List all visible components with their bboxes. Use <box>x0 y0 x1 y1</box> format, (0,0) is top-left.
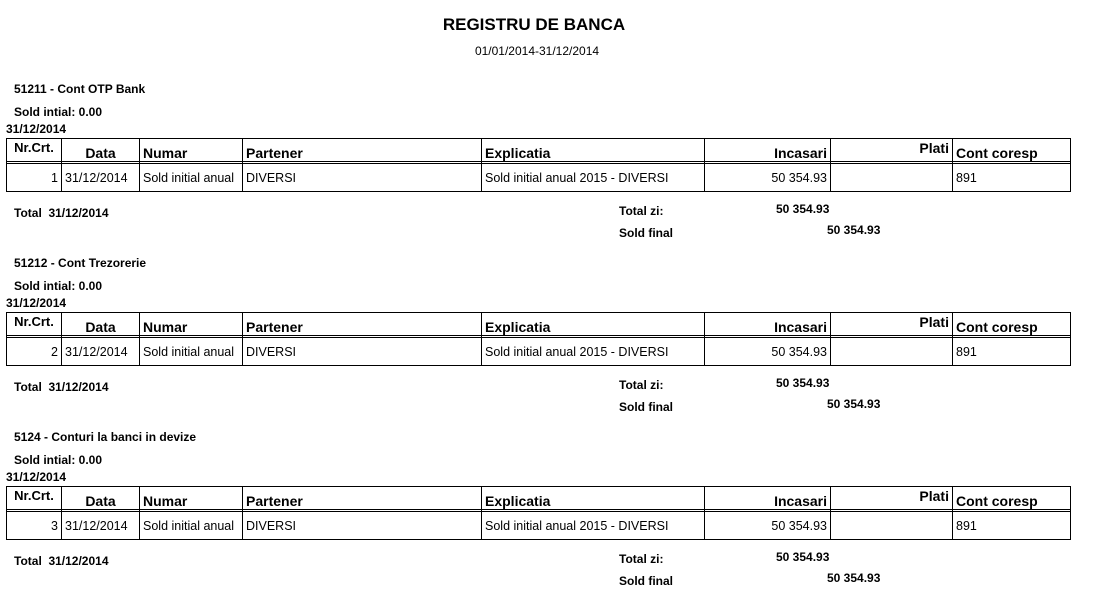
table-row <box>7 338 1071 366</box>
col-header-numar: Numar <box>140 313 243 336</box>
total-zi-label: Total zi: <box>619 204 664 218</box>
sold-final-value: 50 354.93 <box>827 397 881 411</box>
cell-explicatia: Sold initial anual 2015 - DIVERSI <box>482 338 705 366</box>
cell-partener: DIVERSI <box>243 164 482 192</box>
table-row <box>7 512 1071 540</box>
sold-initial: Sold intial: 0.00 <box>14 105 103 119</box>
table-header-row <box>7 487 1071 510</box>
col-header-plati: Plati <box>831 313 953 336</box>
report-title: REGISTRU DE BANCA <box>442 15 626 34</box>
cell-data: 31/12/2014 <box>62 164 140 192</box>
cell-incasari: 50 354.93 <box>705 164 831 192</box>
col-header-incasari: Incasari <box>705 487 831 510</box>
col-header-incasari: Incasari <box>705 139 831 162</box>
report-period: 01/01/2014-31/12/2014 <box>474 44 600 58</box>
sold-final-label: Sold final <box>619 400 673 414</box>
cell-nr-crt: 3 <box>7 512 62 540</box>
col-header-data: Data <box>62 313 140 336</box>
col-header-nr-crt: Nr.Crt. <box>7 487 62 510</box>
cell-nr-crt: 2 <box>7 338 62 366</box>
col-header-plati: Plati <box>831 139 953 162</box>
cell-data: 31/12/2014 <box>62 338 140 366</box>
cell-plati <box>831 164 953 192</box>
account-section <box>0 82 1094 256</box>
col-header-nr-crt: Nr.Crt. <box>7 139 62 162</box>
cell-nr-crt: 1 <box>7 164 62 192</box>
account-title: 5124 - Conturi la banci in devize <box>14 430 197 444</box>
bank-register-table <box>6 486 1071 540</box>
sold-final-label: Sold final <box>619 574 673 588</box>
cell-cont-coresp: 891 <box>953 164 1071 192</box>
account-title: 51212 - Cont Trezorerie <box>14 256 147 270</box>
cell-explicatia: Sold initial anual 2015 - DIVERSI <box>482 512 705 540</box>
total-zi-label: Total zi: <box>619 378 664 392</box>
cell-data: 31/12/2014 <box>62 512 140 540</box>
cell-numar: Sold initial anual <box>140 164 243 192</box>
sold-final-value: 50 354.93 <box>827 571 881 585</box>
cell-incasari: 50 354.93 <box>705 338 831 366</box>
cell-plati <box>831 512 953 540</box>
col-header-cont-coresp: Cont coresp <box>953 487 1071 510</box>
col-header-partener: Partener <box>243 313 482 336</box>
total-date: Total 31/12/2014 <box>14 380 109 394</box>
col-header-cont-coresp: Cont coresp <box>953 313 1071 336</box>
col-header-partener: Partener <box>243 139 482 162</box>
table-header-row <box>7 313 1071 336</box>
table-header-row <box>7 139 1071 162</box>
bank-register-table <box>6 312 1071 366</box>
account-section <box>0 430 1094 604</box>
total-date: Total 31/12/2014 <box>14 206 109 220</box>
total-zi-value: 50 354.93 <box>776 202 830 216</box>
section-date: 31/12/2014 <box>6 296 67 310</box>
sold-initial: Sold intial: 0.00 <box>14 279 103 293</box>
cell-plati <box>831 338 953 366</box>
col-header-plati: Plati <box>831 487 953 510</box>
col-header-incasari: Incasari <box>705 313 831 336</box>
cell-incasari: 50 354.93 <box>705 512 831 540</box>
col-header-explicatia: Explicatia <box>482 487 705 510</box>
col-header-cont-coresp: Cont coresp <box>953 139 1071 162</box>
col-header-data: Data <box>62 487 140 510</box>
col-header-data: Data <box>62 139 140 162</box>
total-date: Total 31/12/2014 <box>14 554 109 568</box>
sold-final-label: Sold final <box>619 226 673 240</box>
cell-explicatia: Sold initial anual 2015 - DIVERSI <box>482 164 705 192</box>
total-zi-value: 50 354.93 <box>776 376 830 390</box>
cell-numar: Sold initial anual <box>140 338 243 366</box>
account-section <box>0 256 1094 430</box>
col-header-numar: Numar <box>140 487 243 510</box>
table-row <box>7 164 1071 192</box>
col-header-nr-crt: Nr.Crt. <box>7 313 62 336</box>
sold-final-value: 50 354.93 <box>827 223 881 237</box>
total-zi-value: 50 354.93 <box>776 550 830 564</box>
col-header-explicatia: Explicatia <box>482 313 705 336</box>
account-title: 51211 - Cont OTP Bank <box>14 82 146 96</box>
total-zi-label: Total zi: <box>619 552 664 566</box>
cell-numar: Sold initial anual <box>140 512 243 540</box>
cell-partener: DIVERSI <box>243 338 482 366</box>
cell-cont-coresp: 891 <box>953 512 1071 540</box>
col-header-explicatia: Explicatia <box>482 139 705 162</box>
bank-register-table <box>6 138 1071 192</box>
cell-partener: DIVERSI <box>243 512 482 540</box>
cell-cont-coresp: 891 <box>953 338 1071 366</box>
col-header-partener: Partener <box>243 487 482 510</box>
col-header-numar: Numar <box>140 139 243 162</box>
section-date: 31/12/2014 <box>6 122 67 136</box>
sold-initial: Sold intial: 0.00 <box>14 453 103 467</box>
section-date: 31/12/2014 <box>6 470 67 484</box>
